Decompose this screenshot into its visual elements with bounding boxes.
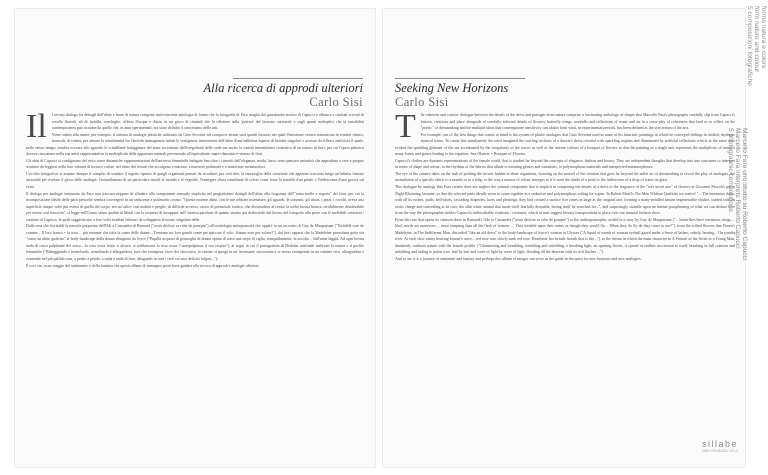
- left-page-body: [26, 112, 364, 455]
- paragraph: Dalla rosa che fiorisaldi la nascola porporina dell'Odi a Cassandra di Ronsard ("avait déclose sa robe de pourpre") all'ornitologia antropomorfa che appare in un racconto di Guy de Maupassant ("l'infidèle rose de comme... Il loro fianco + la rosa.... più entrante che tutta la carne delle donne... Tremano sui loro gambi come per spiccare il volo. Stanno esse per volare?"), dai fiori apparsi che la Madeleine proustiana getta via "come un abito gualcito" al body-landscape della donna disegnato da Joyce ("Pupilla acquosa di germoglio di donna spinta di sotto una siepe di ciglia, tranquillamente, in ascolto... Sull'anne laggiù. Ad ogni lievita onda di rosso palpitante del sesso... la rosa rossa ferita si alzava, si riabbassava la rosa rossa. Cuorepalpitava il suo respiro"), ai sogni in cui il protagonista di Dedalus confonde inebriato la natura e il profilo femminile ("Rabeggiando e tremolando, tremolando e allargandosi, luce che erompesa, fiore che sbocciava, la visione si spiegò in un' incessante succezione a se stessa erompendo in un crimine vivo, allargandosi e svanendo nel più pallido rosa, a petalo a petalo, a onda a onda di luce, dilagando in tutti i cieli coi suoi delicati fulgori...").: [26, 223, 364, 262]
- paragraph: Capucci's clothes are dynamic representations of the female world, that is studied far beyond the concepts of elegance, fashion and luxury. They are independent thoughts that develop into true structures to interpret in terms of shape and colour, in the rhythms of the fabrics that allude to morning glories and variations, to polymorphous materials and unexpected metamorphoses.: [395, 157, 735, 170]
- drop-cap: Il: [26, 112, 47, 145]
- paragraph: Gli abiti di Capucci si configurano del resto come dinamiche rappresentazioni dell'universo femminile indagate ben oltre i concetti dell'eleganza, moda, lusso; sono pensieri unionisti che approdano a vere e proprie strutture da leggersi nella loro volontà di forma e colore, nel ritmo dei tessuti che accolgono e nutrono, a maestrie polimorfe e a misteriose metamorfosi.: [26, 157, 364, 170]
- paragraph: From the rose that opens its crimson dress in Ronsard's Ode to Cassandre ("avait déclose sa robe de pourpre") to the anthropomorphic orchid in a story by Guy de Maupassant ("... butterflies have enormous wings ... [the] words are numerous ... more tempting than all the flesh of women. ... They tremble upon their stems as though they would fly.... When they do fly do they come to me?"), from the wilted flowers that Proust's Madeleine, in The Indifferent Man, discarded "like an old dress" to the body-landscape of Joyce's woman in Ulysses ("A liquid of womb of woman eyeball gazed under a fence of lashes, calmly, hearing... On yonder river. At each slow satiny heaving bosom's wave... red rose rose slowly sank red rose. Heartbeat: her breath: breath that is life..."), to the dream in which the main character in A Portrait of the Artist as a Young Man, drunkenly confuses nature with the female profile. ("Glimmering and trembling, trembling and unfolding, a breaking light, an opening flower, it spread in endless succession to itself, breaking in full crimson and unfolding and fading to palest rose, leaf by leaf and wave of light by wave of light, flooding all the heavens with its soft flushes ...").: [395, 216, 735, 255]
- paragraph: For example, one of the first things that comes to mind is the system of plastic analogies that Gino Severini used in some of his futuristic paintings in which he conveyed feelings in shifted, rhythmic musical terms. To create this simultaneity the artist imagined the swirling sections of a dancer's dress covered with sparkling sequins and illuminated by artificial reflections which, at the same time evoked the sparkling glimmer of the sea accentuated by the irregularity of the waves as well as the intense colours of a bouquet of flowers so that the painting as a single unit represents the multiplicity of nature's many forms and guises leading to the equation: Sea+Dancer = Bouquet of Flowers.: [395, 131, 735, 157]
- paragraph: Viene subito alla mente, per esempio, il sistema di analogie plastiche utilizzato da Gino Severini nel comporre alcuni suoi quadri futuristi nei quali l'emozione veniva comunicata in termini ritmici, musicali, di timbro per attuare la simultaneità fra l'attività immaginaria infatti le vertiginose intersezioni dell'abito d'una ballerina esperto di lustrini singolari e accesso da riflessi artificiosi il quale, nello stesso tempo, sembra evocare allo sguardo lo scintillante balugginare del mare accentuato dall'irregolarità delle onde ma anche la varietà intermittente cromatica di un mazzo di fiori, per cui l'opera pittorica doveva riassumere nella sua unità rappresentativa la molteplicità delle apparenze naturali pervenendo all'equivalente: mare+danzatrice=mazzo di fiori.: [26, 131, 364, 157]
- left-page: [14, 8, 376, 468]
- paragraph: l serrato dialogo fra dettagli dell'abito e brani di natura compone un'avvincente antologia di forme che la fotografia di Fara ritaglia dal guardaroba storico di Capucci e affianca a risultati scovati di corolle floreali, ali di farfalla, conchiglie, riflessi d'acqua e d'aria, in un gioco di rimandi che la riflettere sulla 'poetica' del lavorato sartoriale e sugli spunti molteplici che la sensibilità contemporanea può ricavare da quello che, in anni sperimentali, era stato definito il sincretismo delle arti.: [51, 112, 364, 131]
- right-page-title: Seeking New Horizons: [395, 81, 509, 95]
- caption-line: 5 composizioni fotografiche: [745, 6, 753, 86]
- left-page-author: Carlo Sisi: [309, 95, 363, 109]
- paragraph: Il dialogo per analogie instaurato da Fara non trascura neppure di alludere alla componente sensuale implicita nel pregiatissimi dettagli dell'abito alla fragranza dell'"arma molle e segreta" dei fiori, per cui la ricomposizione ideale delle parti prescelte sembra convergere in un seducente e polimorfo cosmo. "Queste enorme abito, con le sue orbitate insenature, gli sguardi, le soavanti, gli ubosi, i pizzi, i rovoltì, aveva una superficie cinque volte più estesa di quella del corpo, era un calice così mobile e pieghe, di difficile accesso, carico di potenziale erotico, che dissimulava al centro la scelte bossia bianca, terribilmente desiderabile per essere così nascosta", si legge nell'Uomo senza qualità di Musil con la sorpresa di incappare nell' intensa parafrasi di quanto stiamo qui deducendo dal lavoro del fotografo alla prese con le ineffabili creazioni / creature di Capucci, le quali suggeriscono a loro volta irradiati letterari da sviluppersi al nostro singolare delle.: [26, 190, 364, 222]
- right-page-body: [395, 112, 735, 455]
- paragraph: È così via, in un viaggio del sentimento e della fantasia che questo album di immagini potrà forse guidare alla ricerca di approdi e analogie ulteriori.: [26, 262, 260, 268]
- paragraph: L'occhio fotografico si assume dunque il compito di sondare il segreto ripasso di quegli organismi pensati da ricordare, per così dire, la meraviglia della creazione che apparato tracciata lungo un'infinita fusione sartoriale per rivelare il gioco delle analogie, l'assimilazione di un particolare tessile al mondo e al vegetale, l'emergere d'una stimolante di colore come fosse la tonalità d'un petalo o l'iridescenza d'una goccia sul vetro.: [26, 170, 364, 190]
- left-page-header: [204, 81, 363, 110]
- publisher-logo: sillabe: [701, 439, 738, 449]
- right-page: [382, 8, 746, 468]
- caption-line: form nature and colour: [752, 6, 760, 73]
- right-page-author: Carlo Sisi: [395, 95, 449, 109]
- paragraph: And so on: it is a journey of sentiment and fantasy and perhaps this album of images can serve as the guide in the quest for new horizons and new analogies.: [395, 256, 642, 262]
- caption-line: Marcello Fara uno studio su Roberto Capucci: [741, 128, 748, 261]
- title-rule: [395, 78, 525, 79]
- caption-line: forma natura e colore: [760, 6, 767, 69]
- paragraph: This dialogue by analogy that Fara creates does not neglect the sensual component that is implicit in comparing the details of a dress to the fragrance of the "soft secret arts" of flowers in Giovanni Pascoli's poem Night Blooming Jasmine, so that the selected parts ideally seem to come together in a seductive and polymorphous setting for a gem. In Robert Musil's The Man Without Qualities we read of "... The enormous dress, with all its ruches, puffs, bell-skirts, cascading draperies, laces and pleatings, they had created a surface five times as large as the original one, forming a many-petalled almost impenetrable chalice, loaded with an erotic charge and concealing at its core, the slim white animal that made itself fearfully desirable, letting itself be searched for...", and surprisingly stumble upon an intense paraphrasing of what we can deduce here from the way the photographer tackles Capucci's indescribable creations / creatures, which in turn suggest literary transpositions to place over our unusual fashion show.: [395, 184, 735, 216]
- paragraph: The eye of the camera takes on the task of probing the secrets hidden in those organisms, focusing on the marvel of the creation that goes far beyond the noble art of dressmaking to reveal the play of analogies, the assimilation of a specific fabric to a mantis or to a tulip, or the way a nuance of colour emerges as if it were the shade of a petal or the iridescence of a drop of water on glass.: [395, 170, 735, 183]
- left-page-title: Alla ricerca di approdi ulteriori: [203, 81, 363, 95]
- drop-cap: T: [395, 112, 416, 145]
- publisher-mark: [702, 439, 738, 453]
- spine-caption-secondary: [724, 128, 748, 278]
- isbn-text: ISBN 978-88-8347-471-4: [702, 449, 738, 453]
- spine-caption: [747, 6, 767, 228]
- title-rule: [233, 78, 363, 79]
- caption-line: Marcello Fara interprets Roberto Capucci: [733, 128, 741, 249]
- right-page-header: [395, 81, 508, 110]
- caption-line: 5 photographic compositions: [726, 128, 734, 212]
- paragraph: he coherent and concise dialogue between the details of the dress and passages from nature comprise a fascinating anthology of shapes that Marcello Fara's photographs carefully clip from Capucci's historic creations and place alongside of carefully selected details of flowers, butterfly wings, seashells and reflections of water and air in a cross-play of references that lead us to reflect on the "poetic" of dressmaking and the multiple ideas that contemporary sensitivity can obtain from what, in experimental periods, has been defined as the syncretism of the arts.: [420, 112, 735, 131]
